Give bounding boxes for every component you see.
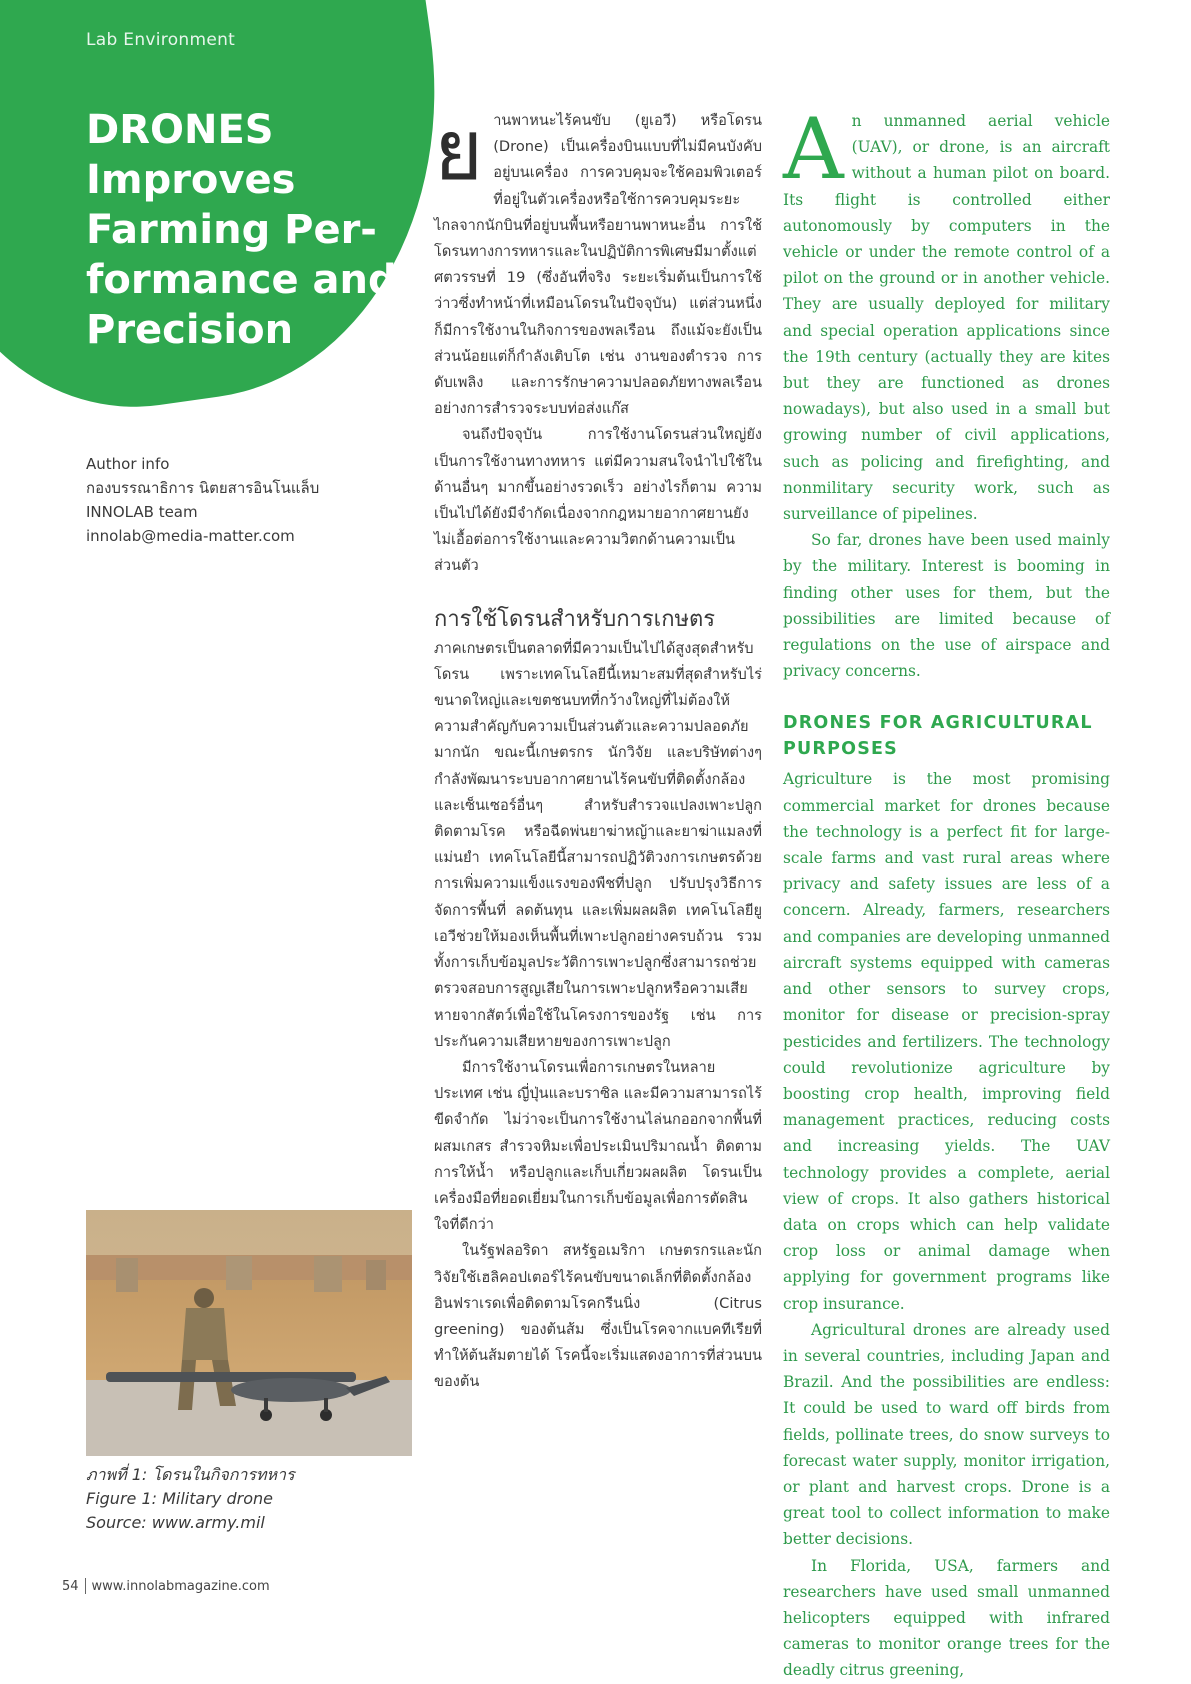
english-paragraph: So far, drones have been used mainly by the military. Interest is booming in finding other uses for them, but the possibilities are limited because of regulations on the use of airspace and privacy concerns. <box>783 531 1110 681</box>
title-line: Farming Per- <box>86 207 377 253</box>
thai-dropcap: ย <box>434 101 484 199</box>
english-section-heading: DRONES FOR AGRICULTURAL PURPOSES <box>783 713 1093 760</box>
caption-thai: ภาพที่ 1: โดรนในกิจการทหาร <box>86 1465 295 1484</box>
thai-paragraph: านพาหนะไร้คนขับ (ยูเอวี) หรือโดรน (Drone) เป็นเครื่องบินแบบที่ไม่มีคนบังคับอยู่บนเครื่อง การควบคุมจะใช้คอมพิวเตอร์ที่อยู่ในตัวเครื่องหรือใช้การควบคุมระยะไกลจากนักบินที่อยู่บนพื้นหรือยานพาหนะอื่น การใช้โดรนทางการทหารและในปฏิบัติการพิเศษมีมาตั้งแต่ศตวรรษที่ 19 (ซึ่งอันที่จริง ระยะเริ่มต้นเป็นการใช้ว่าวซึ่งทำหน้าที่เหมือนโดรนในปัจจุบัน) แต่ส่วนหนึ่งก็มีการใช้งานในกิจการของพลเรือน ถึงแม้จะยังเป็นส่วนน้อยแต่ก็กำลังเติบโต เช่น งานของตำรวจ การดับเพลิง และการรักษาความปลอดภัยทางพลเรือนอย่างการสำรวจระบบท่อส่งแก๊ส <box>434 112 762 418</box>
author-email: innolab@media-matter.com <box>86 527 295 545</box>
author-info <box>86 452 319 548</box>
thai-article-column <box>434 101 762 1396</box>
caption-source: Source: www.army.mil <box>86 1513 265 1532</box>
english-paragraph: n unmanned aerial vehicle (UAV), or drone, is an aircraft without a human pilot on board. Its flight is controlled either autonomously by computers in the vehicle or under the remote control of a pilot on the ground or in another vehicle. They are usually deployed for military and special operation applications since the 19th century (actually they are kites but they are functioned as drones nowadays), but also used in a small but growing number of civil applications, such as policing and firefighting, and nonmilitary security work, such as surveillance of pipelines. <box>783 112 1110 524</box>
author-label: Author info <box>86 455 170 473</box>
english-paragraph: Agriculture is the most promising commercial market for drones because the technology is a perfect fit for large-scale farms and vast rural areas where privacy and safety issues are less of a concern. Already, farmers, researchers and companies are developing unmanned aircraft systems equipped with cameras and other sensors to survey crops, monitor for disease or precision-spray pesticides and fertilizers. The technology could revolutionize agriculture by boosting crop health, improving field management practices, reducing costs and increasing yields. The UAV technology provides a complete, aerial view of crops. It also gathers historical data on crops which can help validate crop loss or animal damage when applying for government programs like crop insurance. <box>783 770 1110 1313</box>
english-dropcap: A <box>783 100 844 198</box>
title-line: Improves <box>86 157 296 203</box>
military-drone-photo <box>86 1210 412 1456</box>
page-footer <box>62 1578 270 1594</box>
page-number: 54 <box>62 1578 79 1594</box>
author-team: INNOLAB team <box>86 503 198 521</box>
english-paragraph: Agricultural drones are already used in several countries, including Japan and Brazil. And the possibilities are endless: It could be used to ward off birds from fields, pollinate trees, do snow surveys to forecast water supply, monitor irrigation, or plant and harvest crops. Drone is a great tool to collect information to make better decisions. <box>783 1320 1110 1549</box>
footer-website-link[interactable]: www.innolabmagazine.com <box>91 1578 270 1594</box>
english-article-column <box>783 100 1110 1684</box>
thai-section-heading: การใช้โดรนสำหรับการเกษตร <box>434 606 716 632</box>
thai-paragraph: ในรัฐฟลอริดา สหรัฐอเมริกา เกษตรกรและนักวิจัยใช้เฮลิคอปเตอร์ไร้คนขับขนาดเล็กที่ติดตั้งกล้องอินฟราเรดเพื่อติดตามโรคกรีนนิ่ง (Citrus greening) ของต้นส้ม ซึ่งเป็นโรคจากแบคทีเรียที่ทำให้ต้นส้มตายได้ โรคนี้จะเริ่มแสดงอาการที่ส่วนบนของต้น <box>434 1242 762 1391</box>
title-line: formance and <box>86 257 397 303</box>
article-title <box>86 105 406 355</box>
section-label: Lab Environment <box>86 30 236 50</box>
footer-divider <box>85 1578 86 1594</box>
english-paragraph: In Florida, USA, farmers and researchers have used small unmanned helicopters equipped with infrared cameras to monitor orange trees for the deadly citrus greening, <box>783 1556 1110 1680</box>
author-org: กองบรรณาธิการ นิตยสารอินโนแล็บ <box>86 479 320 497</box>
figure-caption <box>86 1463 295 1535</box>
thai-paragraph: ภาคเกษตรเป็นตลาดที่มีความเป็นไปได้สูงสุดสำหรับโดรน เพราะเทคโนโลยีนี้เหมาะสมที่สุดสำหรับไร่ขนาดใหญ่และเขตชนบทที่กว้างใหญ่ที่ไม่ต้องให้ความสำคัญกับความเป็นส่วนตัวและความปลอดภัยมากนัก ขณะนี้เกษตรกร นักวิจัย และบริษัทต่างๆ กำลังพัฒนาระบบอากาศยานไร้คนขับที่ติดตั้งกล้องและเซ็นเซอร์อื่นๆ สำหรับสำรวจแปลงเพาะปลูก ติดตามโรค หรือฉีดพ่นยาฆ่าหญ้าและยาฆ่าแมลงที่แม่นยำ เทคโนโลยีนี้สามารถปฏิวัติวงการเกษตรด้วยการเพิ่มความแข็งแรงของพืชที่ปลูก ปรับปรุงวิธีการจัดการพื้นที่ ลดต้นทุน และเพิ่มผลผลิต เทคโนโลยียูเอวีช่วยให้มองเห็นพื้นที่เพาะปลูกอย่างครบถ้วน รวมทั้งการเก็บข้อมูลประวัติการเพาะปลูกซึ่งสามารถช่วยตรวจสอบการสูญเสียในการเพาะปลูกหรือความเสียหายจากสัตว์เพื่อใช้ในโครงการของรัฐ เช่น การประกันความเสียหายของการเพาะปลูก <box>434 639 762 1050</box>
thai-paragraph: จนถึงปัจจุบัน การใช้งานโดรนส่วนใหญ่ยังเป็นการใช้งานทางทหาร แต่มีความสนใจนำไปใช้ในด้านอื่นๆ มากขึ้นอย่างรวดเร็ว อย่างไรก็ตาม ความเป็นไปได้ยังมีจำกัดเนื่องจากกฎหมายอากาศยานยังไม่เอื้อต่อการใช้งานและความวิตกด้านความเป็นส่วนตัว <box>434 426 762 575</box>
title-line: DRONES <box>86 107 274 153</box>
caption-english: Figure 1: Military drone <box>86 1489 273 1508</box>
thai-paragraph: มีการใช้งานโดรนเพื่อการเกษตรในหลายประเทศ เช่น ญี่ปุ่นและบราซิล และมีความสามารถไร้ขีดจำกัด ไม่ว่าจะเป็นการใช้งานไล่นกออกจากพื้นที่ ผสมเกสร สำรวจหิมะเพื่อประเมินปริมาณน้ำ ติดตามการให้น้ำ หรือปลูกและเก็บเกี่ยวผลผลิต โดรนเป็นเครื่องมือที่ยอดเยี่ยมในการเก็บข้อมูลเพื่อการตัดสินใจที่ดีกว่า <box>434 1058 762 1234</box>
title-line: Precision <box>86 307 294 353</box>
